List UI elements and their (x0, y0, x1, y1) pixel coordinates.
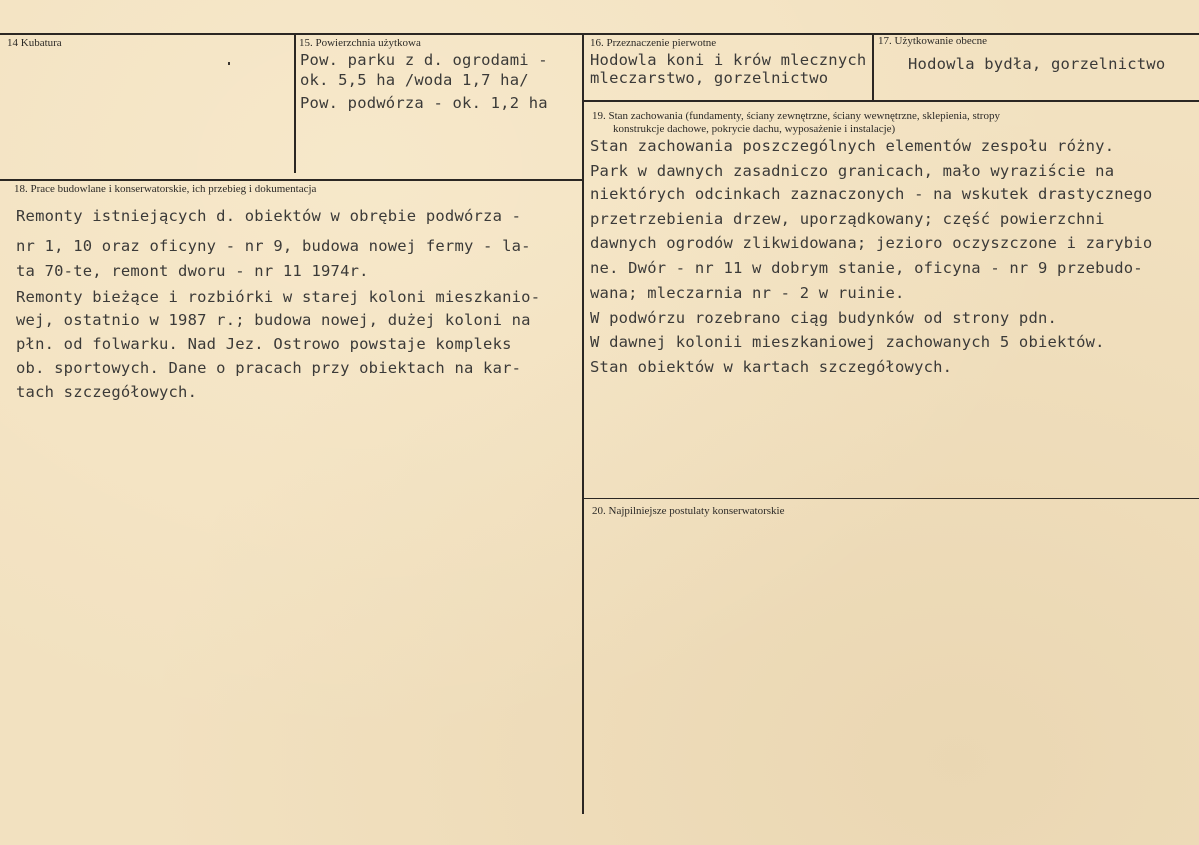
field-15-line: Pow. podwórza - ok. 1,2 ha (300, 94, 548, 112)
divider-16-19 (583, 100, 1199, 102)
field-19-line: Park w dawnych zasadniczo granicach, mało wyraziście na (590, 162, 1115, 180)
field-19-label: 19. Stan zachowania (fundamenty, ściany zewnętrzne, ściany wewnętrzne, sklepienia, stropy (592, 110, 1000, 122)
field-18-line: Remonty bieżące i rozbiórki w starej koloni mieszkanio- (16, 288, 541, 306)
field-19-line: niektórych odcinkach zaznaczonych - na wskutek drastycznego (590, 185, 1153, 203)
field-14-label: 14 Kubatura (7, 37, 62, 49)
field-15-label: 15. Powierzchnia użytkowa (299, 37, 421, 49)
divider-16-17 (872, 34, 874, 100)
divider-14-15 (294, 34, 296, 173)
field-19-line: wana; mleczarnia nr - 2 w ruinie. (590, 284, 905, 302)
field-20-label: 20. Najpilniejsze postulaty konserwatorskie (592, 505, 785, 517)
field-17-label: 17. Użytkowanie obecne (878, 35, 988, 47)
field-19-line: W dawnej kolonii mieszkaniowej zachowanych 5 obiektów. (590, 333, 1105, 351)
field-17-line: Hodowla bydła, gorzelnictwo (908, 55, 1166, 73)
field-15-line: Pow. parku z d. ogrodami - (300, 51, 548, 69)
field-19-label-cont: konstrukcje dachowe, pokrycie dachu, wyposażenie i instalacje) (613, 123, 896, 135)
scan-speck (228, 62, 230, 65)
field-18-line: Remonty istniejących d. obiektów w obrębie podwórza - (16, 207, 522, 225)
divider-left-18 (0, 179, 583, 181)
field-19-line: Stan zachowania poszczególnych elementów zespołu różny. (590, 137, 1115, 155)
field-16-line: Hodowla koni i krów mlecznych (590, 51, 867, 69)
field-18-line: tach szczegółowych. (16, 383, 198, 401)
field-19-line: przetrzebienia drzew, uporządkowany; część powierzchni (590, 210, 1105, 228)
field-19-line: W podwórzu rozebrano ciąg budynków od strony pdn. (590, 309, 1058, 327)
field-19-line: Stan obiektów w kartach szczegółowych. (590, 358, 953, 376)
field-18-line: płn. od folwarku. Nad Jez. Ostrowo powstaje kompleks (16, 335, 512, 353)
field-19-line: dawnych ogrodów zlikwidowana; jezioro oczyszczone i zarybio (590, 234, 1153, 252)
field-16-label: 16. Przeznaczenie pierwotne (590, 37, 717, 49)
field-18-label: 18. Prace budowlane i konserwatorskie, ich przebieg i dokumentacja (14, 183, 317, 195)
field-18-line: ta 70-te, remont dworu - nr 11 1974r. (16, 262, 369, 280)
field-15-line: ok. 5,5 ha /woda 1,7 ha/ (300, 71, 529, 89)
field-18-line: nr 1, 10 oraz oficyny - nr 9, budowa nowej fermy - la- (16, 237, 531, 255)
divider-19-20 (583, 498, 1199, 499)
center-divider (582, 34, 584, 814)
field-18-line: ob. sportowych. Dane o pracach przy obiektach na kar- (16, 359, 522, 377)
field-18-line: wej, ostatnio w 1987 r.; budowa nowej, dużej koloni na (16, 311, 531, 329)
field-16-line: mleczarstwo, gorzelnictwo (590, 69, 829, 87)
top-border (0, 33, 1199, 35)
field-19-line: ne. Dwór - nr 11 w dobrym stanie, oficyna - nr 9 przebudo- (590, 259, 1143, 277)
